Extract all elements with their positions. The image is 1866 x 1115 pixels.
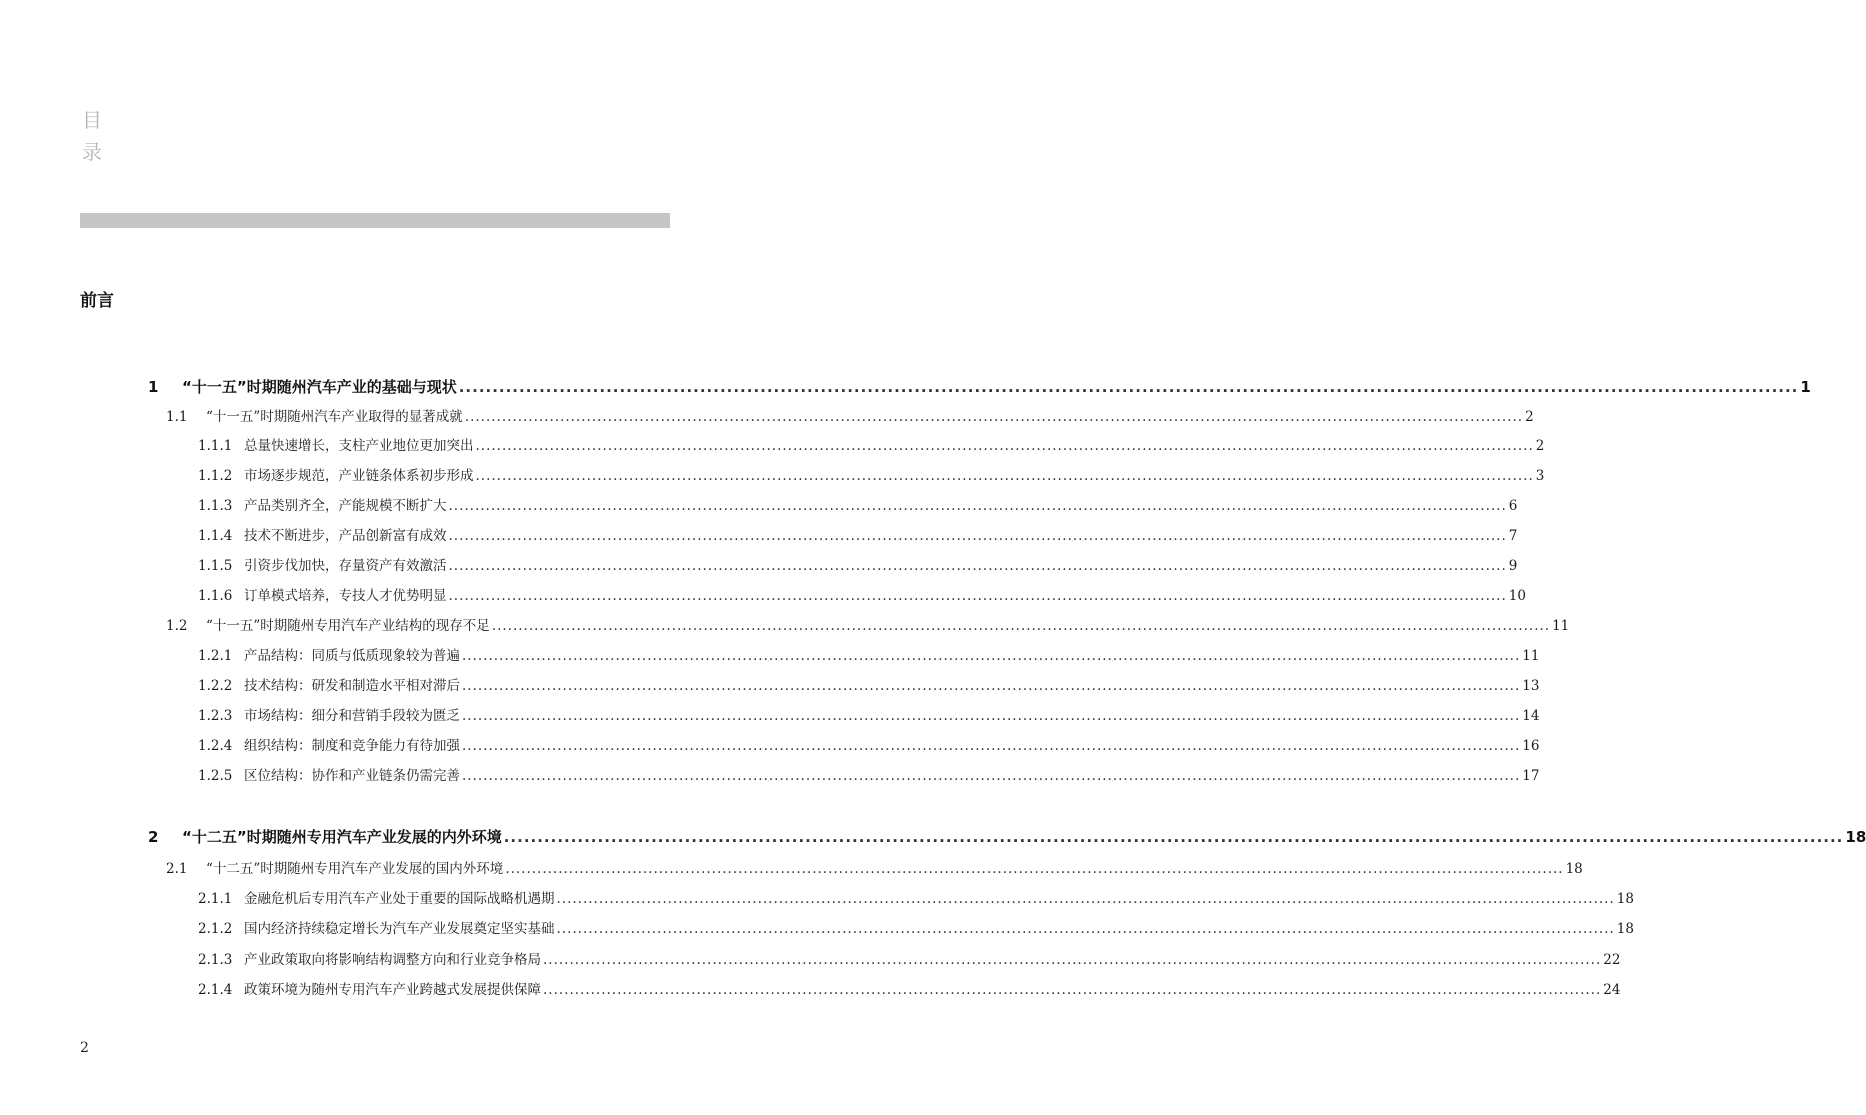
toc-entry-page: 2 (1535, 438, 1545, 454)
toc-entry-page: 9 (1508, 558, 1518, 574)
toc-entry-number: 1 (148, 378, 159, 396)
toc-entry-title: 引资步伐加快，存量资产有效激活 (244, 558, 447, 574)
toc-leader-dots: ........................................................................................................................................................................................................ (462, 678, 1521, 694)
toc-entry-title: “十二五”时期随州专用汽车产业发展的国内外环境 (206, 861, 504, 877)
toc-entry-number: 1.2 (166, 618, 188, 634)
toc-entry-title: 政策环境为随州专用汽车产业跨越式发展提供保障 (244, 982, 541, 998)
preface-heading: 前言 (80, 291, 114, 311)
toc-entry-number: 2 (148, 828, 159, 846)
toc-leader-dots: ........................................................................................................................................................................................................ (462, 708, 1521, 724)
toc-entry[interactable] (198, 734, 1540, 758)
toc-entry-page: 7 (1508, 528, 1518, 544)
toc-entry-title: “十二五”时期随州专用汽车产业发展的内外环境 (182, 828, 502, 846)
toc-entry-title: 国内经济持续稳定增长为汽车产业发展奠定坚实基础 (244, 921, 555, 937)
toc-entry[interactable] (148, 376, 1811, 400)
toc-entry-page: 18 (1616, 921, 1634, 937)
toc-leader-dots: ........................................................................................................................................................................................................ (458, 378, 1799, 396)
toc-entry-number: 2.1.2 (198, 921, 233, 937)
toc-heading-char-2: 录 (82, 140, 102, 164)
toc-entry-title: 技术不断进步，产品创新富有成效 (244, 528, 447, 544)
toc-entry-number: 1.1.3 (198, 498, 233, 514)
toc-leader-dots: ........................................................................................................................................................................................................ (556, 921, 1615, 937)
toc-leader-dots: ........................................................................................................................................................................................................ (462, 768, 1521, 784)
toc-entry-page: 13 (1522, 678, 1540, 694)
toc-entry[interactable] (166, 614, 1570, 638)
toc-entry-page: 22 (1603, 952, 1621, 968)
toc-entry-number: 2.1 (166, 861, 188, 877)
toc-entry-title: 组织结构：制度和竞争能力有待加强 (244, 738, 460, 754)
toc-entry-number: 1.1.1 (198, 438, 233, 454)
toc-leader-dots: ........................................................................................................................................................................................................ (464, 409, 1524, 425)
toc-entry[interactable] (198, 644, 1540, 668)
toc-entry-title: “十一五”时期随州专用汽车产业结构的现存不足 (206, 618, 490, 634)
toc-entry[interactable] (198, 704, 1540, 728)
toc-entry[interactable] (198, 464, 1545, 488)
toc-entry-number: 2.1.3 (198, 952, 233, 968)
toc-entry-page: 18 (1565, 861, 1583, 877)
toc-entry-title: 产品类别齐全，产能规模不断扩大 (244, 498, 447, 514)
toc-entry-number: 1.1 (166, 409, 188, 425)
toc-entry-title: 产品结构：同质与低质现象较为普遍 (244, 648, 460, 664)
heading-divider-bar (80, 213, 670, 228)
toc-entry[interactable] (166, 405, 1534, 429)
toc-entry[interactable] (198, 887, 1634, 911)
toc-entry-title: 订单模式培养，专技人才优势明显 (244, 588, 447, 604)
toc-leader-dots: ........................................................................................................................................................................................................ (505, 861, 1564, 877)
toc-heading-char-1: 目 (82, 108, 102, 132)
toc-entry-number: 1.2.4 (198, 738, 233, 754)
toc-entry-page: 2 (1525, 409, 1534, 425)
toc-entry[interactable] (198, 764, 1540, 788)
toc-entry-title: 区位结构：协作和产业链条仍需完善 (244, 768, 460, 784)
toc-entry[interactable] (198, 524, 1518, 548)
toc-entry[interactable] (198, 674, 1540, 698)
toc-leader-dots: ........................................................................................................................................................................................................ (448, 528, 1507, 544)
toc-entry-title: “十一五”时期随州汽车产业的基础与现状 (182, 378, 457, 396)
toc-leader-dots: ........................................................................................................................................................................................................ (543, 952, 1602, 968)
toc-entry-number: 2.1.4 (198, 982, 233, 998)
toc-leader-dots: ........................................................................................................................................................................................................ (448, 588, 1507, 604)
toc-entry-number: 2.1.1 (198, 891, 233, 907)
toc-entry-number: 1.2.3 (198, 708, 233, 724)
toc-entry-title: 市场结构：细分和营销手段较为匮乏 (244, 708, 460, 724)
toc-entry[interactable] (198, 978, 1621, 1002)
toc-leader-dots: ........................................................................................................................................................................................................ (448, 558, 1507, 574)
toc-entry[interactable] (198, 494, 1518, 518)
toc-leader-dots: ........................................................................................................................................................................................................ (475, 468, 1534, 484)
toc-entry[interactable] (166, 857, 1583, 881)
toc-leader-dots: ........................................................................................................................................................................................................ (448, 498, 1507, 514)
toc-heading (82, 104, 102, 168)
toc-entry[interactable] (198, 554, 1518, 578)
toc-entry[interactable] (198, 948, 1621, 972)
toc-entry-number: 1.1.6 (198, 588, 233, 604)
toc-entry[interactable] (198, 917, 1634, 941)
toc-entry-page: 6 (1508, 498, 1518, 514)
toc-entry-title: 产业政策取向将影响结构调整方向和行业竞争格局 (244, 952, 541, 968)
toc-entry-title: 金融危机后专用汽车产业处于重要的国际战略机遇期 (244, 891, 555, 907)
toc-entry-title: 技术结构：研发和制造水平相对滞后 (244, 678, 460, 694)
page-number: 2 (80, 1040, 89, 1056)
toc-entry-page: 11 (1552, 618, 1570, 634)
toc-entry-number: 1.1.4 (198, 528, 233, 544)
toc-entry-page: 3 (1535, 468, 1545, 484)
toc-entry-page: 11 (1522, 648, 1540, 664)
toc-entry-page: 18 (1845, 828, 1866, 846)
toc-entry-title: 市场逐步规范，产业链条体系初步形成 (244, 468, 474, 484)
toc-leader-dots: ........................................................................................................................................................................................................ (556, 891, 1615, 907)
toc-leader-dots: ........................................................................................................................................................................................................ (543, 982, 1602, 998)
toc-entry-page: 17 (1522, 768, 1540, 784)
toc-entry-page: 18 (1616, 891, 1634, 907)
toc-entry-number: 1.1.5 (198, 558, 233, 574)
toc-entry-number: 1.2.5 (198, 768, 233, 784)
toc-leader-dots: ........................................................................................................................................................................................................ (462, 648, 1521, 664)
toc-entry-title: 总量快速增长，支柱产业地位更加突出 (244, 438, 474, 454)
toc-entry-page: 16 (1522, 738, 1540, 754)
toc-entry-number: 1.1.2 (198, 468, 233, 484)
toc-entry-page: 10 (1508, 588, 1526, 604)
toc-entry-number: 1.2.2 (198, 678, 233, 694)
toc-entry[interactable] (148, 826, 1866, 850)
toc-leader-dots: ........................................................................................................................................................................................................ (475, 438, 1534, 454)
toc-entry-number: 1.2.1 (198, 648, 233, 664)
toc-entry-page: 1 (1800, 378, 1811, 396)
toc-leader-dots: ........................................................................................................................................................................................................ (462, 738, 1521, 754)
toc-entry-page: 14 (1522, 708, 1540, 724)
toc-entry[interactable] (198, 584, 1526, 608)
toc-entry-page: 24 (1603, 982, 1621, 998)
toc-entry-title: “十一五”时期随州汽车产业取得的显著成就 (206, 409, 463, 425)
toc-leader-dots: ........................................................................................................................................................................................................ (491, 618, 1551, 634)
toc-leader-dots: ........................................................................................................................................................................................................ (503, 828, 1844, 846)
toc-entry[interactable] (198, 434, 1545, 458)
